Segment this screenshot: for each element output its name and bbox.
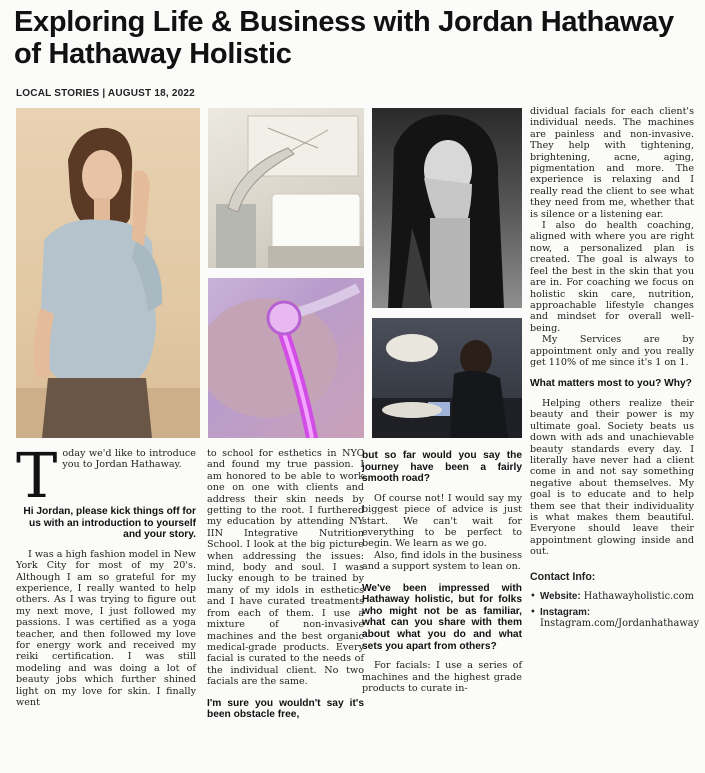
photo-spa-treatment [372, 318, 522, 438]
photo-light-wand [208, 278, 364, 438]
article-column-1 [16, 439, 196, 709]
question-obstacles-continued: but so far would you say the journey have been a fairly smooth road? [362, 450, 522, 485]
question-business: We've been impressed with Hathaway holistic, but for folks who might not be as familiar, what can you share with them about what you do and what sets you apart from others? [362, 582, 522, 652]
photo-jordan-portrait [16, 108, 200, 438]
answer-matters: Helping others realize their beauty and their power is my ultimate goal. Society beats us down with ads and unachievable beauty standards every day. I literally have never had a client come in and not say something negative about themselves. My goal is to educate and to help them see that their individuality is what makes them beautiful. Everyone should leave their appointment glowing inside and out. [530, 397, 694, 558]
answer-coaching: I also do health coaching, aligned with where you are right now, a personalized plan is created. The goal is always to feel the best in the skin that you are in. For coaching we focus on holistic skin care, nutrition, approachable lifestyle changes and mindset for overall well-being. [530, 220, 694, 334]
website-link[interactable]: Hathawayholistic.com [583, 591, 694, 603]
instagram-link[interactable]: Instagram.com/Jordanhathaway [540, 618, 700, 630]
answer-services: My Services are by appointment only and you really get 110% of me since it's 1 on 1. [530, 334, 694, 368]
question-intro: Hi Jordan, please kick things off for us with an introduction to yourself and your story. [23, 506, 196, 541]
question-matters: What matters most to you? Why? [530, 378, 692, 390]
contact-heading: Contact Info: [530, 570, 596, 583]
contact-website: • Website: Hathawayholistic.com [530, 591, 694, 602]
answer-business: For facials: I use a series of machines and the highest grade products to curate in- [362, 660, 522, 694]
contact-list [530, 591, 700, 630]
answer-business-continued: dividual facials for each client's individual needs. The machines are painless and non-invasive. They help with tightening, brightening, acne, aging, pigmentation and more. The experience is relaxing and I really read the client to see what they need from me, whether that is silence or a listening ear. [530, 106, 694, 220]
contact-instagram: • Instagram: Instagram.com/Jordanhathaway [530, 607, 694, 629]
intro-paragraph: Today we'd like to introduce you to Jordan Hathaway. [16, 439, 196, 512]
photo-bw-portrait [372, 108, 522, 308]
article-column-2 [207, 448, 364, 729]
drop-cap: T [16, 439, 58, 512]
answer-intro: I was a high fashion model in New York City for most of my 20's. Although I am so grateful for my experience, I really wanted to help others. As I was trying to figure out my next move, I just followed my passions. I was certified as a yoga teacher, and then followed my love for energy work and received my reiki certification. I was still modeling and was doing a lot of beauty jobs which further shined light on my love for skin. I finally went [16, 548, 196, 709]
answer-intro-continued: to school for esthetics in NYC and found my true passion. I am honored to be able to work one on one with clients and address their skin needs by getting to the root. I furthered my education by attending NY IIN Integrative Nutrition School. I look at the big picture when addressing the issues: mind, body and soul. I was lucky enough to be trained by many of my idols in esthetics and I have curated treatments from each of them. I use a mixture of non-invasive machines and the best organic medical-grade products. Every facial is curated to the needs of the individual client. No two facials are the same. [207, 448, 364, 688]
article-column-3 [362, 448, 522, 694]
article-column-4 [530, 106, 700, 635]
answer-obstacles: Of course not! I would say my biggest piece of advice is just start. We can't wait for everything to be perfect to begin. We learn as we go. [362, 492, 522, 550]
headline: Exploring Life & Business with Jordan Hathaway of Hathaway Holistic [14, 6, 674, 70]
byline: LOCAL STORIES | AUGUST 18, 2022 [16, 88, 195, 99]
question-obstacles: I'm sure you wouldn't say it's been obstacle free, [207, 697, 364, 721]
photo-facial-machine [208, 108, 364, 268]
answer-obstacles-2: Also, find idols in the business and a support system to lean on. [362, 549, 522, 573]
